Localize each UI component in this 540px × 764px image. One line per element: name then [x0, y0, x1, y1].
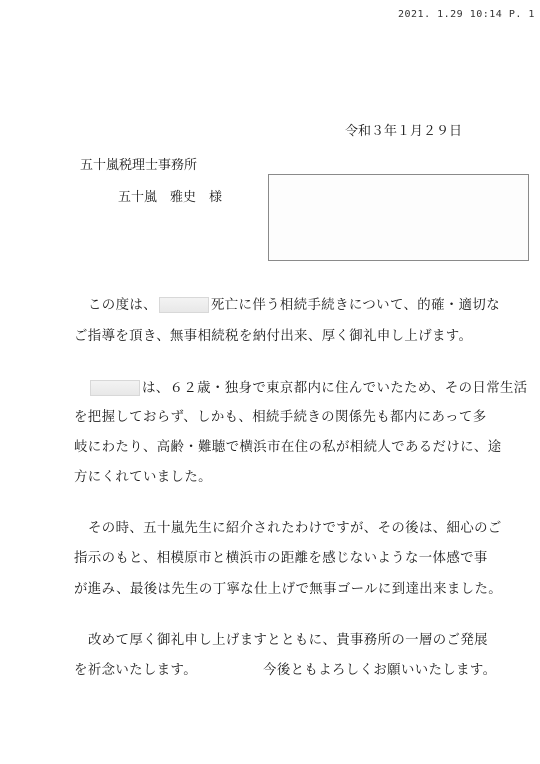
recipient-name: 五十嵐 雅史 様 — [118, 190, 223, 205]
text-segment: この度は、 — [88, 298, 157, 313]
paragraph-2-line-1 — [88, 377, 528, 396]
redacted-name — [90, 380, 140, 396]
paragraph-4-line-2 — [74, 659, 496, 678]
paragraph-2-line-4: 方にくれていました。 — [74, 470, 212, 485]
paragraph-3-line-3: が進み、最後は先生の丁寧な仕上げで無事ゴールに到達出来ました。 — [74, 582, 503, 597]
paragraph-4-line-1: 改めて厚く御礼申し上げますとともに、貴事務所の一層のご発展 — [88, 633, 488, 648]
text-segment: は、６２歳・独身で東京都内に住んでいたため、その日常生活 — [142, 381, 528, 396]
text-segment: 今後ともよろしくお願いいたします。 — [263, 663, 497, 678]
letter-date: 令和３年１月２９日 — [345, 124, 463, 139]
paragraph-3-line-2: 指示のもと、相模原市と横浜市の距離を感じないような一体感で事 — [74, 551, 488, 566]
text-segment: 死亡に伴う相続手続きについて、的確・適切な — [210, 298, 501, 313]
paragraph-1-line-2: ご指導を頂き、無事相続税を納付出来、厚く御礼申し上げます。 — [74, 329, 473, 344]
paragraph-2-line-3: 岐にわたり、高齢・難聴で横浜市在住の私が相続人であるだけに、途 — [74, 440, 502, 455]
blank-space — [199, 662, 261, 678]
paragraph-3-line-1: その時、五十嵐先生に紹介されたわけですが、その後は、細心のご — [88, 521, 502, 536]
paragraph-2-line-2: を把握しておらず、しかも、相続手続きの関係先も都内にあって多 — [74, 410, 487, 425]
paragraph-1-line-1 — [88, 294, 500, 313]
recipient-office: 五十嵐税理士事務所 — [80, 158, 198, 173]
text-segment: を祈念いたします。 — [74, 663, 198, 678]
redacted-name — [159, 297, 209, 313]
redaction-box — [268, 174, 529, 261]
fax-header: 2021. 1.29 10:14 P. 1 — [398, 9, 535, 20]
